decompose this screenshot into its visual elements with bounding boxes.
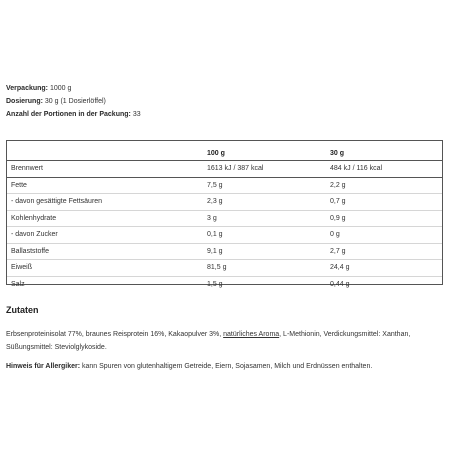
allergy-label: Hinweis für Allergiker:: [6, 363, 81, 370]
value-30g: 0,9 g: [330, 214, 346, 222]
nutrient-name: Salz: [11, 280, 25, 288]
value-100g: 9,1 g: [207, 247, 223, 255]
portions-line: [6, 108, 141, 121]
header-30g: 30 g: [330, 150, 345, 157]
nutrient-name: Brennwert: [11, 165, 43, 172]
allergy-note: [6, 363, 372, 370]
value-30g: 0,44 g: [330, 280, 350, 288]
table-row: [7, 277, 442, 294]
table-row: [7, 178, 442, 195]
value-30g: 2,2 g: [330, 181, 346, 189]
portions-label: Anzahl der Portionen in der Packung:: [6, 111, 131, 118]
value-30g: 2,7 g: [330, 247, 346, 255]
value-100g: 1613 kJ / 387 kcal: [207, 165, 264, 172]
value-100g: 2,3 g: [207, 198, 223, 205]
value-100g: 3 g: [207, 214, 217, 222]
table-row: [7, 227, 442, 244]
packaging-line: [6, 82, 141, 95]
dosage-line: [6, 95, 141, 108]
nutrient-name: Kohlenhydrate: [11, 214, 57, 222]
value-100g: 81,5 g: [207, 264, 227, 271]
ingredients-part-1: Erbsenproteinisolat 77%, braunes Reisprotein 16%, Kakaopulver 3%,: [6, 331, 224, 338]
value-30g: 0 g: [330, 231, 340, 238]
dosage-value: 30 g (1 Dosierlöffel): [44, 98, 106, 105]
nutrient-name: Eiweiß: [11, 264, 33, 271]
ingredients-text: [6, 328, 446, 354]
nutrient-name: - davon Zucker: [11, 231, 58, 238]
natural-aroma-link[interactable]: natürliches Aroma: [223, 331, 280, 338]
product-info: [6, 82, 141, 121]
allergy-text: kann Spuren von glutenhaltigem Getreide, Eiern, Sojasamen, Milch und Erdnüssen enthalten.: [80, 363, 373, 370]
table-header: [7, 141, 442, 161]
packaging-label: Verpackung:: [6, 85, 49, 92]
ingredients-heading: Zutaten: [6, 305, 39, 315]
table-row: [7, 211, 442, 228]
table-row: [7, 244, 442, 261]
portions-value: 33: [132, 111, 141, 118]
value-30g: 24,4 g: [330, 264, 350, 271]
value-100g: 1,5 g: [207, 280, 223, 288]
value-100g: 0,1 g: [207, 231, 223, 238]
packaging-value: 1000 g: [49, 85, 72, 92]
value-100g: 7,5 g: [207, 181, 223, 189]
nutrient-name: Fette: [11, 181, 27, 189]
table-row: [7, 260, 442, 277]
value-30g: 0,7 g: [330, 198, 346, 205]
ingredients-part-2: , L-Methionin, Verdickungsmittel: Xanthan, Süßungsmittel: Steviolglykoside.: [6, 331, 411, 351]
dosage-label: Dosierung:: [6, 98, 43, 105]
nutrient-name: Ballaststoffe: [11, 247, 50, 255]
value-30g: 484 kJ / 116 kcal: [330, 165, 383, 172]
nutrient-name: - davon gesättigte Fettsäuren: [11, 198, 103, 205]
table-row: [7, 194, 442, 211]
table-row: [7, 161, 442, 178]
header-100g: 100 g: [207, 150, 225, 157]
nutrition-table: [6, 140, 443, 288]
